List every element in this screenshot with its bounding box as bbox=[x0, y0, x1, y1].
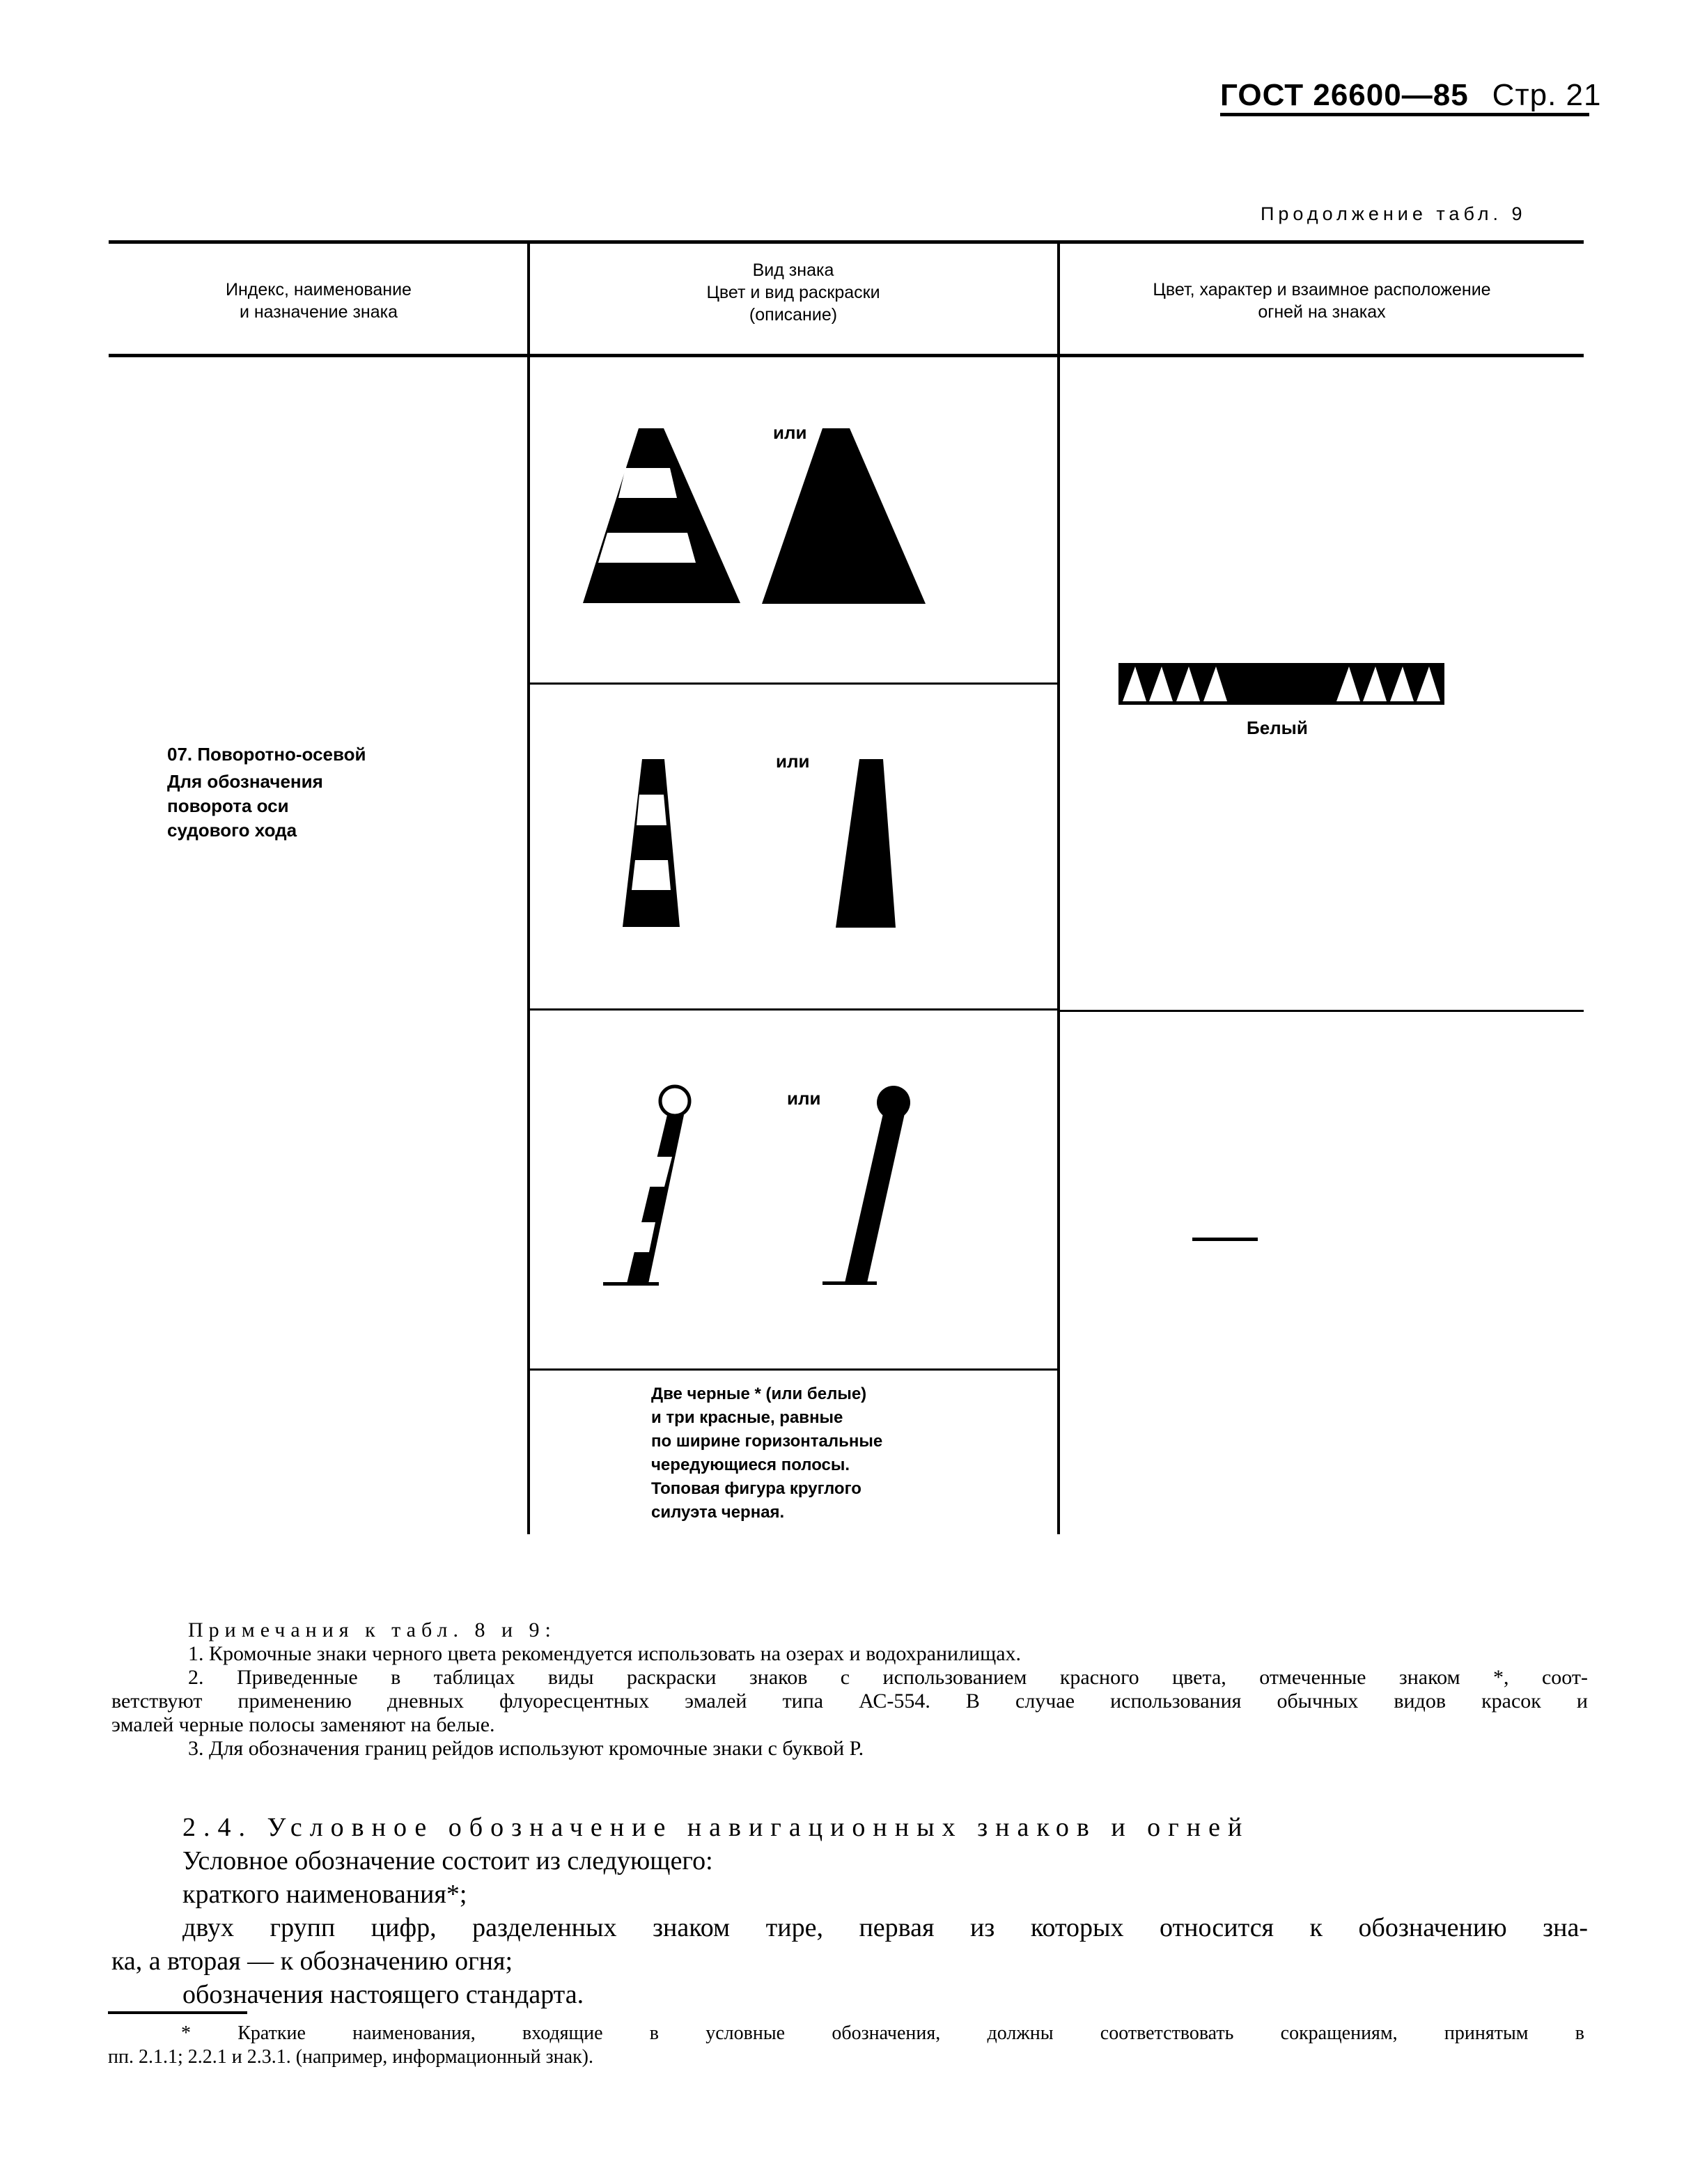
striped-narrow-trapezoid-sign-icon bbox=[620, 759, 689, 930]
table-notes bbox=[111, 1618, 1588, 1761]
striped-wide-trapezoid-sign-icon bbox=[564, 428, 759, 606]
note-2-end: эмалей черные полосы заменяют на белые. bbox=[111, 1713, 495, 1736]
notes-title: Примечания к табл. 8 и 9: bbox=[188, 1618, 556, 1641]
striped-pole-hollow-ball-sign-icon bbox=[599, 1083, 703, 1292]
solid-wide-trapezoid-sign-icon bbox=[745, 428, 940, 606]
header-rule bbox=[1220, 113, 1589, 116]
table-top-rule bbox=[109, 240, 1584, 244]
white-lights-triangle-band-icon bbox=[1118, 663, 1446, 706]
standard-number: ГОСТ 26600—85 bbox=[1220, 78, 1469, 112]
note-1: 1. Кромочные знаки черного цвета рекомендуется использовать на озерах и водохранилищах. bbox=[188, 1642, 1022, 1665]
solid-pole-solid-ball-sign-icon bbox=[818, 1083, 923, 1292]
row-divider-lights bbox=[1057, 1010, 1584, 1012]
sign-description: Две черные * (или белые) и три красные, равные по ширине горизонтальные чередующиеся полосы. Топовая фигура круглого силуэта черная. bbox=[651, 1384, 883, 1522]
section-title: 2.4. Условное обозначение навигационных знаков и огней bbox=[182, 1813, 1250, 1842]
note-2-cont: ветствуют применению дневных флуоресцентных эмалей типа АС-554. В случае использования обычных видов красок и bbox=[111, 1690, 1588, 1713]
note-2: 2. Приведенные в таблицах виды раскраски знаков с использованием красного цвета, отмеченные знаком *, соот- bbox=[188, 1666, 1588, 1689]
page-header bbox=[1220, 78, 1601, 113]
column-divider-1 bbox=[527, 242, 530, 1534]
column-header-lights: Цвет, характер и взаимное расположение огней на знаках bbox=[1153, 280, 1491, 322]
sign-index-cell: 07. Поворотно-осевой Для обозначения поворота оси судового хода bbox=[167, 742, 515, 843]
column-divider-2 bbox=[1057, 242, 1060, 1534]
light-color-label: Белый bbox=[1247, 717, 1308, 738]
page-number: Стр. 21 bbox=[1492, 78, 1602, 112]
no-lights-dash bbox=[1192, 1238, 1258, 1241]
row-divider-1 bbox=[527, 682, 1059, 685]
footnote: * Краткие наименования, входящие в условные обозначения, должны соответствовать сокращениям, принятым в пп. 2.1.1; 2.2.1 и 2.3.1. (например, информационный знак). bbox=[108, 2022, 1584, 2068]
column-header-sign-view: Вид знака Цвет и вид раскраски (описание) bbox=[706, 260, 880, 325]
column-header-index: Индекс, наименование и назначение знака bbox=[226, 280, 412, 322]
solid-narrow-trapezoid-sign-icon bbox=[836, 759, 905, 930]
table-continuation-label: Продолжение табл. 9 bbox=[1261, 203, 1527, 224]
or-label-2: или bbox=[776, 751, 810, 772]
section-2-4: 2.4. Условное обозначение навигационных знаков и огней Условное обозначение состоит из следующего: краткого наименования*; двух групп цифр, разделенных знаком тире, первая из которых относится к обозначению зна- ка, а вторая — к обозначению огня; обозначения настоящего стандарта. bbox=[111, 1811, 1588, 2011]
table-header-rule bbox=[109, 354, 1584, 357]
or-label-1: или bbox=[773, 422, 807, 443]
row-divider-3 bbox=[527, 1368, 1059, 1371]
footnote-rule bbox=[108, 2011, 247, 2014]
row-divider-2 bbox=[527, 1008, 1059, 1011]
sign-index-title: 07. Поворотно-осевой bbox=[167, 744, 366, 765]
note-3: 3. Для обозначения границ рейдов используют кромочные знаки с буквой Р. bbox=[188, 1737, 864, 1760]
or-label-3: или bbox=[787, 1088, 821, 1109]
